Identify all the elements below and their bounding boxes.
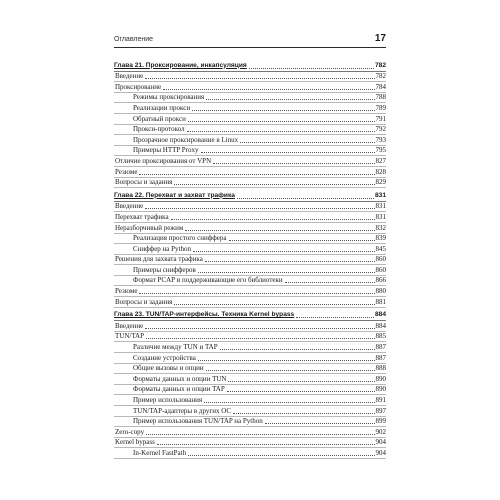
- toc-entry: [114, 276, 386, 287]
- toc-entry-page: 831: [374, 191, 386, 199]
- table-of-contents: [114, 61, 386, 459]
- toc-entry: [114, 332, 386, 343]
- toc-entry-title: Формат PCAP и поддерживающие его библиотеки: [133, 276, 283, 285]
- toc-entry-title: Глава 21. Проксирование, инкапсуляция: [114, 61, 247, 69]
- toc-leader-dots: [213, 163, 374, 164]
- toc-entry-title: Решения для захвата трафика: [115, 255, 203, 264]
- toc-entry-title: Неразборчивый режим: [115, 223, 184, 232]
- toc-entry-page: 904: [375, 438, 386, 447]
- toc-leader-dots: [285, 282, 375, 283]
- toc-entry: [114, 427, 386, 438]
- toc-leader-dots: [204, 402, 374, 403]
- toc-entry: [114, 103, 386, 114]
- toc-entry-title: TUN/TAP: [115, 332, 144, 341]
- toc-entry-title: Резюме: [115, 167, 138, 176]
- page-header: [114, 33, 386, 48]
- toc-entry: [114, 146, 386, 157]
- toc-entry-page: 845: [375, 244, 386, 253]
- toc-entry-title: In-Kernel FastPath: [133, 448, 187, 457]
- toc-leader-dots: [139, 293, 374, 294]
- toc-entry-page: 902: [375, 427, 386, 436]
- toc-leader-dots: [205, 261, 375, 262]
- toc-entry: [114, 125, 386, 136]
- running-title: Оглавление: [114, 36, 154, 43]
- toc-entry-page: 784: [375, 82, 386, 91]
- toc-chapter-entry: [114, 191, 386, 202]
- toc-entry-title: Форматы данных и опции TAP: [133, 385, 225, 394]
- toc-entry-title: Глава 22. Перехват и захват трафика: [114, 191, 235, 199]
- toc-entry-page: 831: [375, 212, 386, 221]
- toc-entry: [114, 72, 386, 83]
- toc-leader-dots: [265, 423, 375, 424]
- toc-entry-title: Общие вызовы и опции: [133, 364, 204, 373]
- toc-entry: [114, 417, 386, 428]
- toc-leader-dots: [198, 272, 375, 273]
- toc-entry-title: Введение: [115, 72, 144, 81]
- toc-entry-page: 828: [375, 167, 386, 176]
- toc-entry-title: Введение: [115, 321, 144, 330]
- toc-entry-page: 789: [375, 103, 386, 112]
- toc-entry-title: Прозрачное проксирование в Linux: [133, 135, 239, 144]
- toc-entry: [114, 374, 386, 385]
- toc-entry-title: Реализация простого сниффера: [133, 234, 227, 243]
- toc-leader-dots: [157, 444, 375, 445]
- toc-leader-dots: [163, 89, 374, 90]
- toc-leader-dots: [240, 142, 374, 143]
- toc-entry-page: 888: [375, 364, 386, 373]
- toc-entry-page: 885: [375, 332, 386, 341]
- toc-entry: [114, 223, 386, 234]
- toc-leader-dots: [228, 381, 374, 382]
- toc-entry-title: Перехват трафика: [115, 212, 169, 221]
- toc-leader-dots: [237, 198, 374, 199]
- toc-entry: [114, 255, 386, 266]
- toc-entry: [114, 167, 386, 178]
- toc-entry-page: 831: [375, 202, 386, 211]
- toc-leader-dots: [229, 240, 375, 241]
- toc-entry: [114, 395, 386, 406]
- toc-entry-title: Zero-copy: [115, 427, 145, 436]
- toc-leader-dots: [206, 370, 375, 371]
- toc-entry-title: Прокси-протокол: [133, 125, 185, 134]
- toc-leader-dots: [249, 68, 374, 69]
- toc-entry-title: Форматы данных и опции TUN: [133, 374, 227, 383]
- toc-entry-title: Примеры снифферов: [133, 265, 196, 274]
- toc-entry: [114, 406, 386, 417]
- toc-entry: [114, 82, 386, 93]
- toc-leader-dots: [171, 219, 375, 220]
- toc-entry-title: Проксирование: [115, 82, 162, 91]
- toc-leader-dots: [185, 230, 374, 231]
- toc-entry-page: 827: [375, 156, 386, 165]
- toc-chapter-entry: [114, 61, 386, 72]
- toc-leader-dots: [174, 184, 374, 185]
- toc-entry-page: 829: [375, 178, 386, 187]
- toc-entry: [114, 321, 386, 332]
- toc-entry-page: 832: [375, 223, 386, 232]
- toc-entry: [114, 114, 386, 125]
- toc-entry-page: 880: [375, 287, 386, 296]
- toc-entry-title: Вопросы и задания: [115, 178, 173, 187]
- toc-entry-title: Введение: [115, 202, 144, 211]
- toc-entry-page: 788: [375, 93, 386, 102]
- toc-entry: [114, 448, 386, 459]
- toc-leader-dots: [146, 434, 374, 435]
- toc-leader-dots: [220, 349, 375, 350]
- toc-entry-title: Режимы проксирования: [133, 93, 205, 102]
- toc-entry: [114, 156, 386, 167]
- toc-entry-page: 899: [375, 417, 386, 426]
- toc-entry-title: Реализации прокси: [133, 103, 191, 112]
- toc-entry: [114, 234, 386, 245]
- toc-leader-dots: [145, 78, 374, 79]
- toc-leader-dots: [206, 99, 374, 100]
- toc-leader-dots: [188, 455, 374, 456]
- toc-entry-page: 887: [375, 343, 386, 352]
- toc-entry: [114, 178, 386, 189]
- toc-entry-title: Примеры HTTP Proxy: [133, 146, 199, 155]
- toc-entry: [114, 286, 386, 297]
- toc-leader-dots: [296, 317, 374, 318]
- toc-leader-dots: [145, 208, 374, 209]
- toc-entry-title: Обратный прокси: [133, 114, 186, 123]
- toc-entry-page: 891: [375, 396, 386, 404]
- toc-entry-title: Резюме: [115, 287, 138, 296]
- toc-entry: [114, 438, 386, 449]
- toc-leader-dots: [146, 338, 375, 339]
- toc-leader-dots: [201, 152, 375, 153]
- toc-leader-dots: [139, 174, 374, 175]
- toc-entry-title: Отличие проксирования от VPN: [115, 156, 212, 165]
- toc-entry: [114, 212, 386, 223]
- toc-leader-dots: [187, 131, 375, 132]
- toc-leader-dots: [192, 110, 374, 111]
- toc-entry-page: 884: [374, 311, 386, 319]
- toc-chapter-entry: [114, 311, 386, 322]
- toc-entry-page: 792: [375, 125, 386, 134]
- toc-entry: [114, 364, 386, 375]
- toc-entry-page: 881: [375, 297, 386, 306]
- toc-entry-title: Kernel bypass: [115, 438, 155, 447]
- toc-entry-title: Создание устройства: [133, 353, 196, 362]
- toc-entry: [114, 265, 386, 276]
- toc-leader-dots: [174, 304, 374, 305]
- toc-entry-title: Сниффер на Python: [133, 244, 191, 253]
- toc-entry-page: 860: [375, 265, 386, 274]
- toc-entry: [114, 385, 386, 396]
- toc-leader-dots: [193, 251, 375, 252]
- toc-entry: [114, 297, 386, 308]
- toc-entry-title: Глава 23. TUN/TAP-интерфейсы. Техника Kernel bypass: [114, 311, 295, 319]
- toc-entry-page: 866: [375, 276, 386, 285]
- page-number: 17: [374, 33, 386, 44]
- toc-entry-page: 890: [375, 374, 386, 383]
- toc-leader-dots: [145, 328, 374, 329]
- toc-entry-page: 897: [375, 406, 386, 415]
- toc-entry-page: 782: [374, 61, 386, 69]
- toc-entry: [114, 342, 386, 353]
- toc-entry-page: 795: [375, 146, 386, 155]
- toc-entry-title: TUN/TAP-адаптеры в других ОС: [133, 406, 232, 415]
- toc-entry-page: 884: [375, 321, 386, 330]
- toc-entry: [114, 135, 386, 146]
- toc-entry-page: 887: [375, 353, 386, 362]
- toc-entry-page: 791: [375, 114, 386, 123]
- toc-entry-page: 860: [375, 255, 386, 264]
- toc-leader-dots: [233, 413, 374, 414]
- toc-entry-title: Пример использования TUN/TAP на Python: [133, 417, 263, 426]
- toc-entry: [114, 93, 386, 104]
- toc-entry-title: Пример использования: [133, 396, 203, 404]
- toc-entry-title: Вопросы и задания: [115, 297, 173, 306]
- toc-entry-page: 890: [375, 385, 386, 394]
- toc-leader-dots: [188, 121, 375, 122]
- toc-entry-page: 904: [375, 448, 386, 457]
- toc-entry: [114, 244, 386, 255]
- toc-entry-page: 839: [375, 234, 386, 243]
- toc-entry-page: 782: [375, 72, 386, 81]
- toc-leader-dots: [227, 391, 375, 392]
- toc-entry-page: 793: [375, 135, 386, 144]
- toc-leader-dots: [198, 360, 375, 361]
- toc-entry: [114, 353, 386, 364]
- toc-entry-title: Различие между TUN и TAP: [133, 343, 218, 352]
- toc-entry: [114, 202, 386, 213]
